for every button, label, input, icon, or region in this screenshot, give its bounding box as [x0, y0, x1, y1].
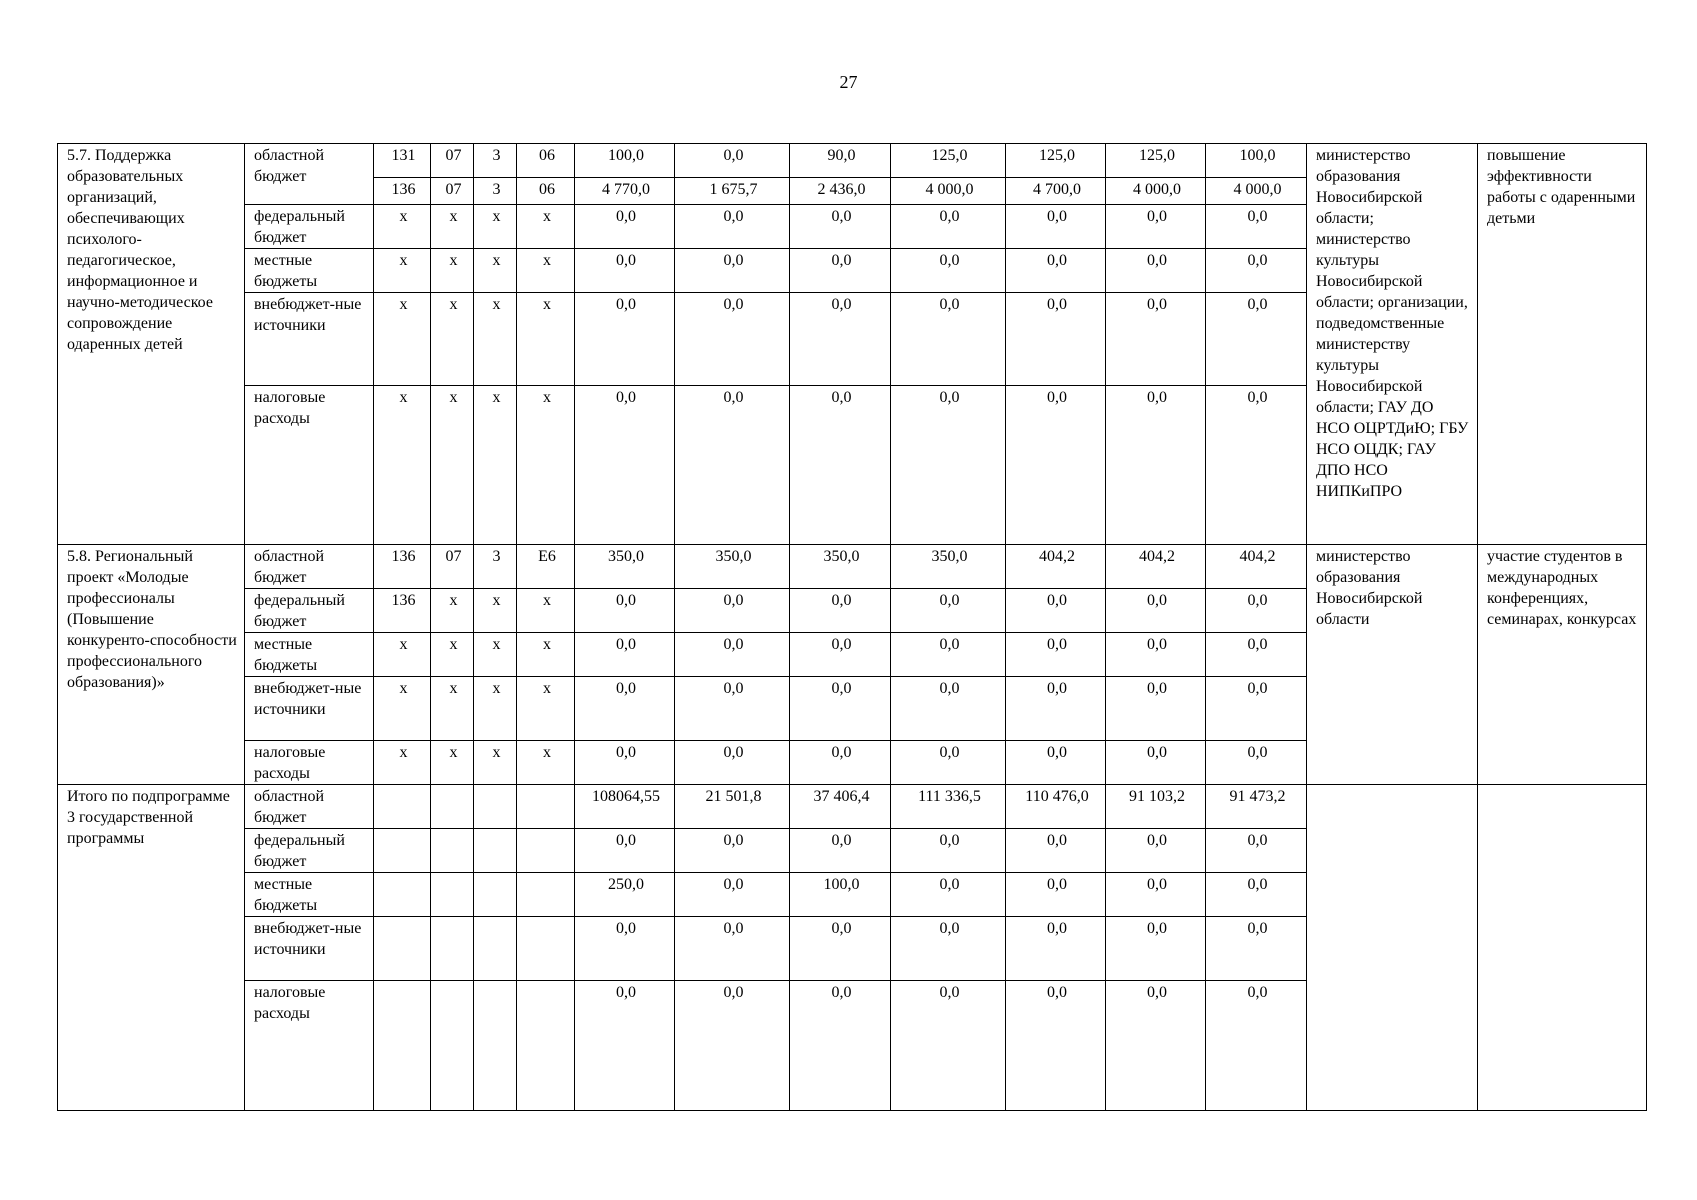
amount-cell: 0,0	[891, 917, 1006, 981]
amount-cell: 0,0	[891, 249, 1006, 293]
budget-code-cell	[517, 917, 575, 981]
budget-code-cell: 3	[474, 144, 517, 178]
funding-source: местные бюджеты	[245, 873, 374, 917]
funding-source: местные бюджеты	[245, 633, 374, 677]
budget-code-cell	[517, 873, 575, 917]
amount-cell: 0,0	[1006, 981, 1106, 1111]
amount-cell: 4 000,0	[891, 178, 1006, 205]
amount-cell: 0,0	[790, 829, 891, 873]
funding-source: областной бюджет	[245, 785, 374, 829]
budget-code-cell: x	[517, 741, 575, 785]
budget-code-cell: 07	[431, 178, 474, 205]
amount-cell: 0,0	[1106, 589, 1206, 633]
budget-code-cell	[431, 917, 474, 981]
amount-cell: 4 770,0	[575, 178, 675, 205]
budget-code-cell	[431, 829, 474, 873]
budget-code-cell: x	[374, 633, 431, 677]
amount-cell: 0,0	[1006, 293, 1106, 386]
amount-cell: 108064,55	[575, 785, 675, 829]
funding-source: федеральный бюджет	[245, 589, 374, 633]
amount-cell: 0,0	[1206, 386, 1307, 545]
table-row	[58, 545, 1647, 589]
funding-source: внебюджет-ные источники	[245, 917, 374, 981]
funding-source: областной бюджет	[245, 144, 374, 205]
amount-cell: 350,0	[575, 545, 675, 589]
amount-cell: 0,0	[1106, 293, 1206, 386]
amount-cell: 0,0	[1106, 677, 1206, 741]
budget-code-cell: 131	[374, 144, 431, 178]
budget-code-cell: x	[374, 249, 431, 293]
budget-code-cell	[374, 785, 431, 829]
amount-cell: 91 103,2	[1106, 785, 1206, 829]
amount-cell: 0,0	[891, 633, 1006, 677]
amount-cell: 0,0	[790, 589, 891, 633]
amount-cell: 0,0	[891, 386, 1006, 545]
amount-cell: 0,0	[675, 633, 790, 677]
measure-title: 5.8. Региональный проект «Молодые профессионалы (Повышение конкуренто-способности профессионального образования)»	[58, 545, 245, 785]
budget-code-cell	[374, 981, 431, 1111]
amount-cell: 100,0	[1206, 144, 1307, 178]
budget-code-cell: x	[474, 205, 517, 249]
budget-code-cell: x	[517, 205, 575, 249]
budget-code-cell: x	[517, 589, 575, 633]
budget-code-cell: x	[374, 677, 431, 741]
amount-cell: 0,0	[575, 829, 675, 873]
amount-cell: 0,0	[675, 386, 790, 545]
budget-code-cell: x	[431, 633, 474, 677]
amount-cell: 0,0	[790, 917, 891, 981]
budget-code-cell	[431, 785, 474, 829]
budget-code-cell: x	[374, 741, 431, 785]
budget-code-cell: x	[474, 249, 517, 293]
amount-cell: 2 436,0	[790, 178, 891, 205]
amount-cell: 125,0	[1006, 144, 1106, 178]
amount-cell: 0,0	[575, 589, 675, 633]
amount-cell: 1 675,7	[675, 178, 790, 205]
budget-code-cell: x	[474, 386, 517, 545]
funding-source: налоговые расходы	[245, 741, 374, 785]
responsible-executor: министерство образования Новосибирской области	[1307, 545, 1478, 785]
budget-code-cell: 136	[374, 545, 431, 589]
funding-source: местные бюджеты	[245, 249, 374, 293]
amount-cell: 0,0	[1006, 249, 1106, 293]
budget-code-cell: x	[474, 633, 517, 677]
budget-code-cell	[431, 873, 474, 917]
amount-cell: 0,0	[1206, 873, 1307, 917]
budget-code-cell	[374, 917, 431, 981]
budget-code-cell: Е6	[517, 545, 575, 589]
amount-cell: 0,0	[790, 386, 891, 545]
budget-table	[57, 143, 1647, 1111]
amount-cell: 250,0	[575, 873, 675, 917]
budget-code-cell	[517, 829, 575, 873]
table-row	[58, 144, 1647, 178]
amount-cell: 0,0	[575, 741, 675, 785]
amount-cell: 100,0	[790, 873, 891, 917]
amount-cell: 404,2	[1106, 545, 1206, 589]
amount-cell: 0,0	[575, 386, 675, 545]
amount-cell: 4 700,0	[1006, 178, 1106, 205]
budget-code-cell	[474, 981, 517, 1111]
expected-result: повышение эффективности работы с одаренными детьми	[1478, 144, 1647, 545]
amount-cell: 0,0	[1006, 589, 1106, 633]
amount-cell: 0,0	[790, 741, 891, 785]
amount-cell: 0,0	[675, 873, 790, 917]
amount-cell: 0,0	[790, 981, 891, 1111]
budget-code-cell: x	[517, 633, 575, 677]
amount-cell: 0,0	[675, 981, 790, 1111]
budget-code-cell: 07	[431, 144, 474, 178]
amount-cell: 21 501,8	[675, 785, 790, 829]
amount-cell: 0,0	[675, 829, 790, 873]
amount-cell: 0,0	[575, 249, 675, 293]
budget-code-cell: 136	[374, 178, 431, 205]
amount-cell: 0,0	[1006, 205, 1106, 249]
amount-cell: 0,0	[891, 829, 1006, 873]
amount-cell: 0,0	[1206, 829, 1307, 873]
amount-cell: 0,0	[891, 677, 1006, 741]
amount-cell: 0,0	[1206, 677, 1307, 741]
amount-cell: 0,0	[575, 293, 675, 386]
budget-code-cell: 3	[474, 545, 517, 589]
amount-cell: 0,0	[575, 981, 675, 1111]
amount-cell: 111 336,5	[891, 785, 1006, 829]
amount-cell: 4 000,0	[1206, 178, 1307, 205]
amount-cell: 125,0	[891, 144, 1006, 178]
funding-source: внебюджет-ные источники	[245, 293, 374, 386]
budget-code-cell: x	[474, 741, 517, 785]
budget-code-cell	[517, 785, 575, 829]
budget-code-cell: x	[431, 677, 474, 741]
budget-code-cell: x	[517, 249, 575, 293]
amount-cell: 0,0	[1206, 589, 1307, 633]
budget-code-cell: x	[517, 677, 575, 741]
amount-cell: 0,0	[891, 873, 1006, 917]
amount-cell: 0,0	[1006, 677, 1106, 741]
amount-cell: 0,0	[1006, 386, 1106, 545]
amount-cell: 0,0	[1206, 741, 1307, 785]
amount-cell: 0,0	[675, 144, 790, 178]
budget-code-cell: 136	[374, 589, 431, 633]
budget-code-cell: x	[517, 386, 575, 545]
amount-cell: 0,0	[1106, 386, 1206, 545]
budget-code-cell	[474, 917, 517, 981]
funding-source: областной бюджет	[245, 545, 374, 589]
amount-cell: 0,0	[891, 741, 1006, 785]
amount-cell: 0,0	[575, 205, 675, 249]
amount-cell: 0,0	[675, 293, 790, 386]
amount-cell: 350,0	[675, 545, 790, 589]
budget-code-cell: x	[517, 293, 575, 386]
amount-cell: 0,0	[891, 981, 1006, 1111]
budget-code-cell: x	[431, 249, 474, 293]
amount-cell: 0,0	[1006, 917, 1106, 981]
budget-code-cell	[374, 873, 431, 917]
amount-cell: 404,2	[1006, 545, 1106, 589]
amount-cell: 0,0	[1206, 249, 1307, 293]
funding-source: внебюджет-ные источники	[245, 677, 374, 741]
amount-cell: 0,0	[675, 249, 790, 293]
budget-code-cell: x	[374, 386, 431, 545]
budget-table-body	[58, 144, 1647, 1111]
responsible-executor	[1307, 785, 1478, 1111]
budget-code-cell: 07	[431, 545, 474, 589]
funding-source: федеральный бюджет	[245, 829, 374, 873]
responsible-executor: министерство образования Новосибирской области; министерство культуры Новосибирской области; организации, подведомственные министерству культуры Новосибирской области; ГАУ ДО НСО ОЦРТДиЮ; ГБУ НСО ОЦДК; ГАУ ДПО НСО НИПКиПРО	[1307, 144, 1478, 545]
amount-cell: 110 476,0	[1006, 785, 1106, 829]
amount-cell: 91 473,2	[1206, 785, 1307, 829]
amount-cell: 0,0	[790, 293, 891, 386]
amount-cell: 125,0	[1106, 144, 1206, 178]
amount-cell: 37 406,4	[790, 785, 891, 829]
page-number: 27	[839, 72, 858, 92]
budget-code-cell	[474, 785, 517, 829]
expected-result	[1478, 785, 1647, 1111]
budget-code-cell: x	[474, 293, 517, 386]
budget-code-cell	[474, 829, 517, 873]
budget-code-cell: x	[374, 293, 431, 386]
amount-cell: 0,0	[675, 205, 790, 249]
amount-cell: 0,0	[891, 293, 1006, 386]
amount-cell: 0,0	[1006, 633, 1106, 677]
amount-cell: 0,0	[575, 917, 675, 981]
amount-cell: 350,0	[790, 545, 891, 589]
amount-cell: 0,0	[1006, 829, 1106, 873]
amount-cell: 0,0	[675, 741, 790, 785]
budget-code-cell: x	[474, 589, 517, 633]
amount-cell: 0,0	[891, 589, 1006, 633]
amount-cell: 0,0	[575, 677, 675, 741]
amount-cell: 0,0	[1206, 293, 1307, 386]
amount-cell: 0,0	[1106, 873, 1206, 917]
amount-cell: 100,0	[575, 144, 675, 178]
amount-cell: 0,0	[1106, 829, 1206, 873]
budget-code-cell	[431, 981, 474, 1111]
amount-cell: 0,0	[1106, 205, 1206, 249]
amount-cell: 0,0	[675, 677, 790, 741]
amount-cell: 0,0	[575, 633, 675, 677]
amount-cell: 0,0	[1106, 981, 1206, 1111]
amount-cell: 4 000,0	[1106, 178, 1206, 205]
amount-cell: 0,0	[790, 205, 891, 249]
amount-cell: 0,0	[790, 677, 891, 741]
measure-title: 5.7. Поддержка образовательных организаций, обеспечивающих психолого-педагогическое, информационное и научно-методическое сопровождение одаренных детей	[58, 144, 245, 545]
funding-source: федеральный бюджет	[245, 205, 374, 249]
measure-title: Итого по подпрограмме 3 государственной программы	[58, 785, 245, 1111]
budget-code-cell	[517, 981, 575, 1111]
amount-cell: 0,0	[1206, 205, 1307, 249]
budget-code-cell: 06	[517, 144, 575, 178]
budget-code-cell: 06	[517, 178, 575, 205]
budget-code-cell: 3	[474, 178, 517, 205]
budget-code-cell: x	[431, 293, 474, 386]
budget-code-cell: x	[431, 205, 474, 249]
amount-cell: 0,0	[675, 917, 790, 981]
budget-code-cell	[374, 829, 431, 873]
amount-cell: 0,0	[1206, 633, 1307, 677]
budget-code-cell	[474, 873, 517, 917]
amount-cell: 0,0	[1106, 741, 1206, 785]
amount-cell: 0,0	[1006, 873, 1106, 917]
budget-code-cell: x	[431, 741, 474, 785]
amount-cell: 350,0	[891, 545, 1006, 589]
budget-code-cell: x	[431, 589, 474, 633]
amount-cell: 0,0	[675, 589, 790, 633]
funding-source: налоговые расходы	[245, 386, 374, 545]
amount-cell: 404,2	[1206, 545, 1307, 589]
amount-cell: 0,0	[1106, 917, 1206, 981]
amount-cell: 0,0	[1106, 633, 1206, 677]
expected-result: участие студентов в международных конференциях, семинарах, конкурсах	[1478, 545, 1647, 785]
amount-cell: 0,0	[790, 633, 891, 677]
amount-cell: 0,0	[891, 205, 1006, 249]
amount-cell: 0,0	[790, 249, 891, 293]
amount-cell: 0,0	[1206, 981, 1307, 1111]
amount-cell: 0,0	[1006, 741, 1106, 785]
budget-code-cell: x	[431, 386, 474, 545]
budget-code-cell: x	[474, 677, 517, 741]
amount-cell: 0,0	[1206, 917, 1307, 981]
budget-code-cell: x	[374, 205, 431, 249]
funding-source: налоговые расходы	[245, 981, 374, 1111]
amount-cell: 90,0	[790, 144, 891, 178]
table-row	[58, 785, 1647, 829]
amount-cell: 0,0	[1106, 249, 1206, 293]
